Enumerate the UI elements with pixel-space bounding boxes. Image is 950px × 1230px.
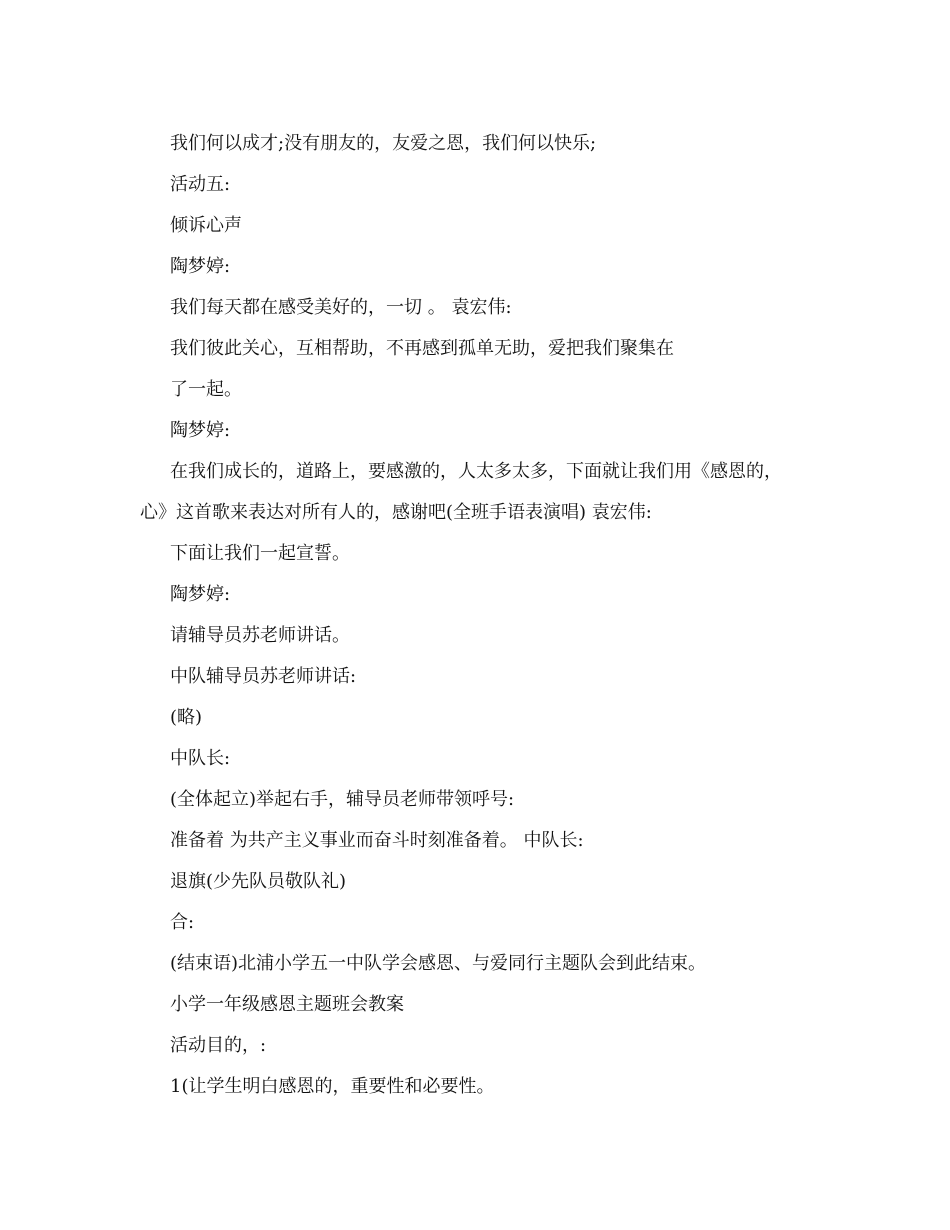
text-line: 我们何以成才;没有朋友的，友爱之恩，我们何以快乐;	[170, 133, 597, 154]
text-line: 陶梦婷:	[170, 584, 231, 605]
text-line: 下面让我们一起宣誓。	[170, 543, 350, 564]
text-line: 合:	[170, 912, 195, 933]
text-line: (结束语)北浦小学五一中队学会感恩、与爱同行主题队会到此结束。	[170, 953, 707, 974]
text-line: 陶梦婷:	[170, 256, 231, 277]
text-line: 请辅导员苏老师讲话。	[170, 625, 350, 646]
text-line: 陶梦婷:	[170, 420, 231, 441]
text-line: (全体起立)举起右手，辅导员老师带领呼号:	[170, 789, 515, 810]
text-line: 心》这首歌来表达对所有人的，感谢吧(全班手语表演唱) 袁宏伟:	[140, 502, 652, 523]
text-line: (略)	[170, 707, 203, 728]
text-line: 退旗(少先队员敬队礼)	[170, 871, 347, 892]
text-line: 中队辅导员苏老师讲话:	[170, 666, 357, 687]
text-line: 1(让学生明白感恩的，重要性和必要性。	[170, 1076, 495, 1097]
heading-line: 小学一年级感恩主题班会教案	[170, 994, 404, 1015]
text-line: 中队长:	[170, 748, 231, 769]
text-line: 倾诉心声	[170, 215, 242, 236]
text-line: 我们彼此关心，互相帮助，不再感到孤单无助，爱把我们聚集在	[170, 338, 674, 359]
text-line: 我们每天都在感受美好的，一切 。 袁宏伟:	[170, 297, 512, 318]
text-line: 了一起。	[170, 379, 242, 400]
text-line: 活动五:	[170, 174, 231, 195]
text-line: 活动目的，:	[170, 1035, 267, 1056]
text-line: 准备着 为共产主义事业而奋斗时刻准备着。 中队长:	[170, 830, 584, 851]
text-line: 在我们成长的，道路上，要感激的，人太多太多，下面就让我们用《感恩的，	[170, 461, 782, 482]
